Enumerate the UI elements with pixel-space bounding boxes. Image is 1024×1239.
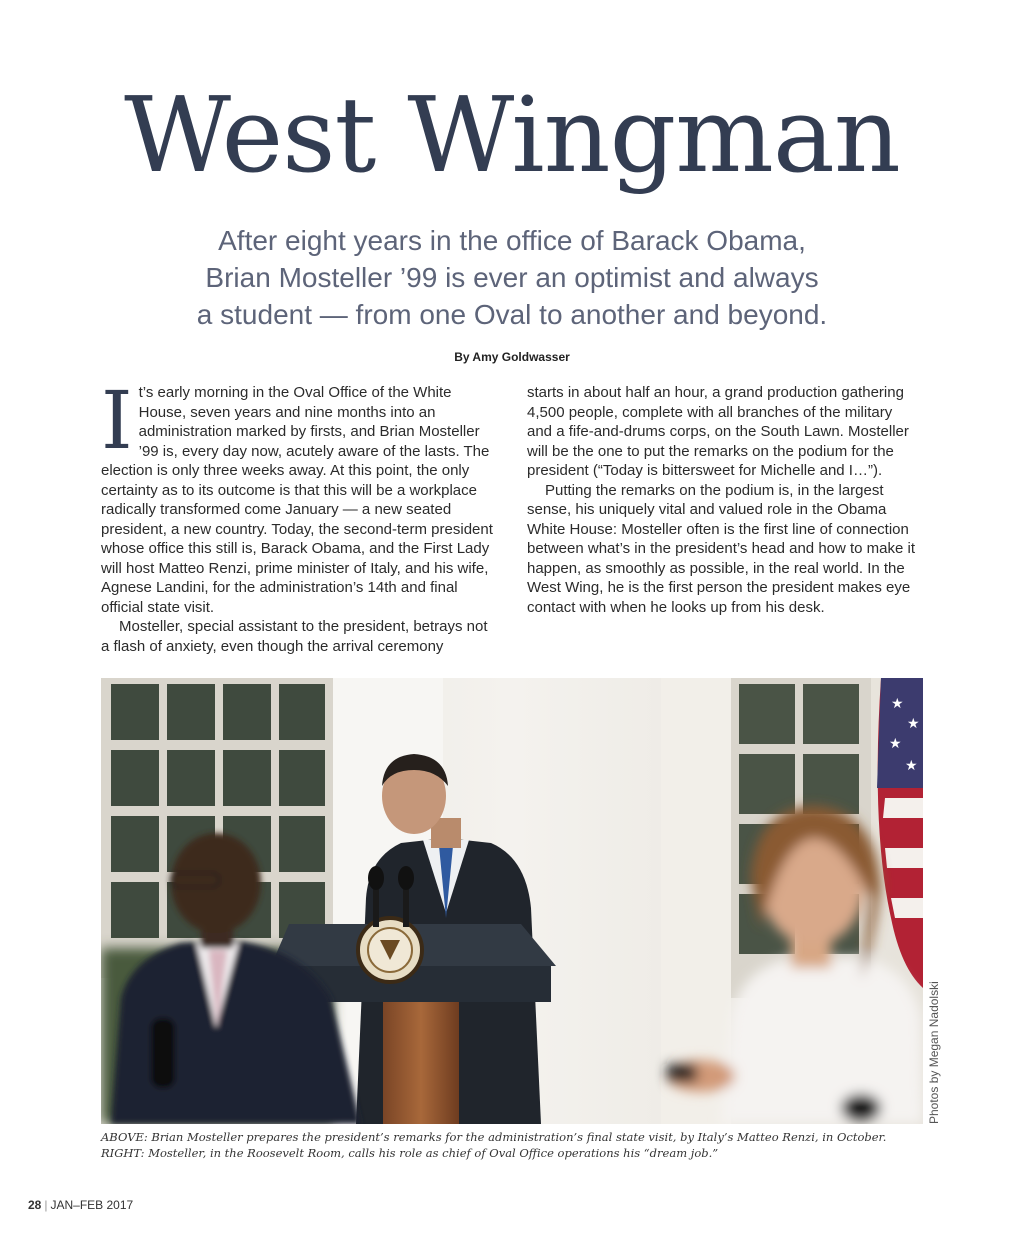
deck-line: a student — from one Oval to another and beyond. (196, 299, 828, 330)
svg-text:★: ★ (907, 716, 920, 732)
deck-line: Brian Mosteller ’99 is ever an optimist and always (205, 262, 819, 293)
feature-photo (101, 678, 923, 1124)
photo-caption (101, 1129, 941, 1161)
svg-text:★: ★ (891, 696, 904, 712)
body-paragraph: starts in about half an hour, a grand production gathering 4,500 people, complete with all branches of the military and a fife-and-drums corps, on the South Lawn. Mosteller will be the one to put the remarks on the podium for the president (“Today is bittersweet for Michelle and I…”). (527, 384, 909, 479)
caption-line: ABOVE: Brian Mosteller prepares the president’s remarks for the administration’s final state visit, by Italy’s Matteo Renzi, in October. (101, 1130, 887, 1144)
article-title: West Wingman (124, 74, 900, 196)
issue-date: JAN–FEB 2017 (50, 1198, 134, 1212)
caption-line: RIGHT: Mosteller, in the Roosevelt Room, calls his role as chief of Oval Office operations his “dream job.” (101, 1146, 719, 1160)
svg-text:★: ★ (905, 758, 918, 774)
drop-cap: I (101, 374, 133, 467)
page-folio (28, 1198, 133, 1212)
body-column-right (527, 383, 921, 617)
deck-line: After eight years in the office of Barack Obama, (218, 225, 806, 256)
folio-separator: | (44, 1198, 48, 1212)
article-deck (100, 222, 924, 333)
body-paragraph: Putting the remarks on the podium is, in the largest sense, his uniquely vital and valued role in the Obama White House: Mosteller often is the first line of connection between what’s in the president’s head and how to make it happen, as smoothly as possible, in the real world. In the West Wing, he is the first person the president makes eye contact with when he looks up from his desk. (527, 481, 916, 616)
page-number: 28 (28, 1198, 42, 1212)
byline: By Amy Goldwasser (454, 350, 570, 364)
body-paragraph: Mosteller, special assistant to the president, betrays not a flash of anxiety, even though the arrival ceremony (101, 618, 488, 655)
body-paragraph (101, 374, 493, 617)
paragraph-text: t’s early morning in the Oval Office of the White House, seven years and nine months into an administration marked by firsts, and Brian Mosteller ’99 is, every day now, acutely aware of the lasts. The election is only three weeks away. At this point, the only certainty as to its outcome is that this will be a workplace radically transformed come January — a new seated president, a new country. Today, the second-term president whose office this still is, Barack Obama, and the First Lady will host Matteo Renzi, prime minister of Italy, and his wife, Agnese Landini, for the administration’s 14th and final official state visit. (101, 384, 493, 616)
body-column-left (101, 374, 493, 656)
photo-credit: Photos by Megan Nadolski (927, 981, 941, 1124)
svg-text:★: ★ (889, 736, 902, 752)
